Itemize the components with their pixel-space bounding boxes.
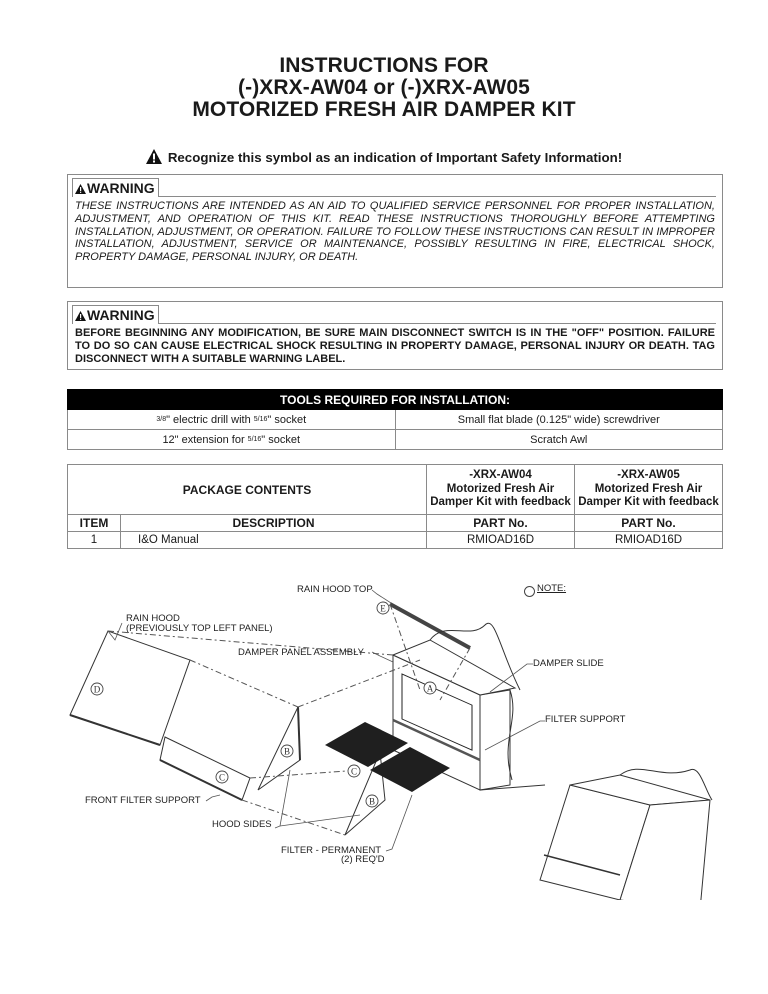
note-label: NOTE: (537, 583, 567, 594)
title-line-3: MOTORIZED FRESH AIR DAMPER KIT (192, 98, 576, 121)
column-header-item: ITEM (68, 515, 121, 532)
callout-d: D (93, 684, 101, 695)
kit-header-aw04: -XRX-AW04 Motorized Fresh Air Damper Kit with feedback (427, 465, 575, 515)
column-header-part-aw04: PART No. (427, 515, 575, 532)
exploded-assembly-diagram (0, 570, 768, 900)
label-filter-quantity: (2) REQ'D (341, 854, 385, 865)
label-rain-hood-top: RAIN HOOD TOP (297, 584, 373, 595)
part-number-aw04: RMIOAD16D (427, 532, 575, 549)
table-row (68, 430, 723, 450)
tools-table-header: TOOLS REQUIRED FOR INSTALLATION: (68, 390, 723, 410)
warning-triangle-icon (75, 180, 86, 198)
column-header-description: DESCRIPTION (121, 515, 427, 532)
callout-a: A (426, 683, 434, 694)
label-rain-hood-note: (PREVIOUSLY TOP LEFT PANEL) (126, 623, 273, 634)
warning-text: THESE INSTRUCTIONS ARE INTENDED AS AN AID TO QUALIFIED SERVICE PERSONNEL FOR PROPER INSTALLATION, ADJUSTMENT, AND OPERATION OF THIS KIT. READ THESE INSTRUCTIONS THOROUGHLY BEFORE ATTEMPTING INSTALLATION, ADJUSTMENT, OR OPERATION. FAILURE TO FOLLOW THESE INSTRUCTIONS CAN RESULT IN IMPROPER INSTALLATION, ADJUSTMENT, SERVICE OR MAINTENANCE, POSSIBLY RESULTING IN FIRE, ELECTRICAL SHOCK, PROPERTY DAMAGE, PERSONAL INJURY, OR DEATH. (75, 200, 715, 264)
warning-triangle-icon (146, 149, 162, 167)
document-title (0, 55, 768, 121)
callout-c: C (350, 766, 358, 777)
label-damper-panel-assembly: DAMPER PANEL ASSEMBLY (238, 647, 365, 658)
warning-label: WARNING (72, 178, 159, 197)
package-contents-title: PACKAGE CONTENTS (68, 465, 427, 515)
tool-cell: 12" extension for 5/16" socket (68, 430, 396, 450)
label-front-filter-support: FRONT FILTER SUPPORT (85, 795, 201, 806)
tools-required-table (67, 389, 723, 450)
callout-b: B (283, 746, 291, 757)
warning-header (72, 305, 716, 324)
callout-c: C (218, 772, 226, 783)
tool-cell: Scratch Awl (395, 430, 723, 450)
warning-triangle-icon (75, 307, 86, 325)
tool-cell: Small flat blade (0.125" wide) screwdriver (395, 410, 723, 430)
label-filter-support: FILTER SUPPORT (545, 714, 626, 725)
warning-box-general (67, 174, 723, 288)
tool-cell: 3/8" electric drill with 5/16" socket (68, 410, 396, 430)
warning-label: WARNING (72, 305, 159, 324)
label-rain-hood: RAIN HOOD (126, 613, 180, 624)
label-filter-permanent: FILTER - PERMANENT (281, 845, 382, 856)
part-number-aw05: RMIOAD16D (575, 532, 723, 549)
table-row (68, 532, 723, 549)
safety-symbol-note (0, 149, 768, 167)
table-row (68, 410, 723, 430)
warning-text: BEFORE BEGINNING ANY MODIFICATION, BE SURE MAIN DISCONNECT SWITCH IS IN THE "OFF" POSITION. FAILURE TO DO SO CAN CAUSE ELECTRICAL SHOCK RESULTING IN PROPERTY DAMAGE, PERSONAL INJURY OR DEATH. TAG DISCONNECT WITH A SUITABLE WARNING LABEL. (75, 327, 715, 365)
warning-header (72, 178, 716, 197)
callout-e: E (380, 603, 386, 614)
label-hood-sides: HOOD SIDES (212, 819, 272, 830)
package-contents-table (67, 464, 723, 549)
warning-box-disconnect (67, 301, 723, 370)
item-number: 1 (68, 532, 121, 549)
item-description: I&O Manual (121, 532, 427, 549)
assembly-drawing (0, 570, 768, 900)
title-line-2: (-)XRX-AW04 or (-)XRX-AW05 (238, 76, 530, 99)
column-header-part-aw05: PART No. (575, 515, 723, 532)
callout-b: B (368, 796, 376, 807)
label-damper-slide: DAMPER SLIDE (533, 658, 604, 669)
kit-header-aw05: -XRX-AW05 Motorized Fresh Air Damper Kit with feedback (575, 465, 723, 515)
safety-note-text: Recognize this symbol as an indication of Important Safety Information! (167, 150, 623, 165)
title-line-1: INSTRUCTIONS FOR (279, 54, 489, 77)
